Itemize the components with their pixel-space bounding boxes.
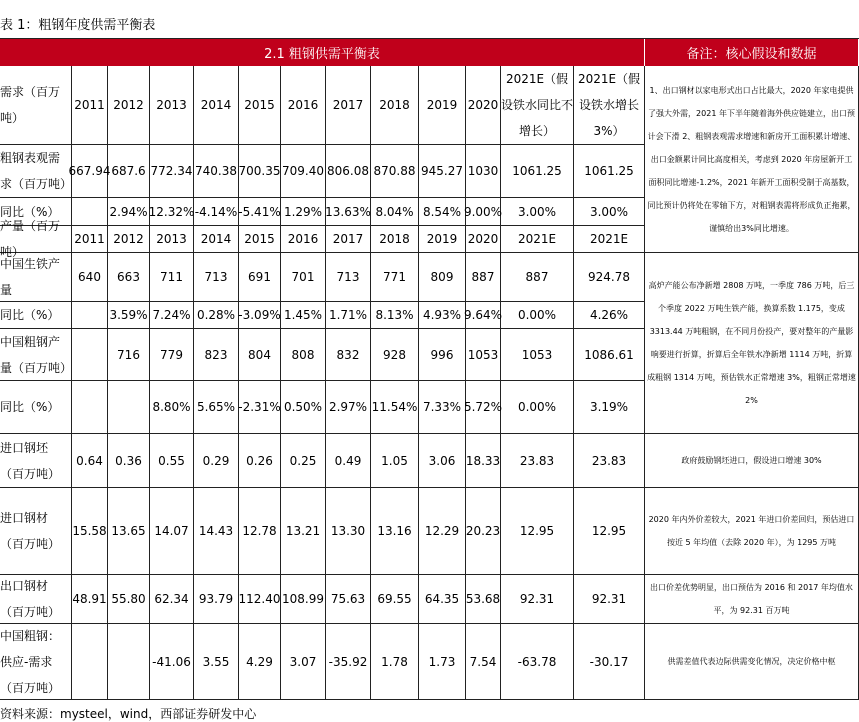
- row-label: 进口钢材（百万吨）: [0, 488, 72, 575]
- notes-header: 备注：核心假设和数据: [645, 39, 859, 66]
- table-cell: 0.00%: [501, 381, 574, 434]
- table-cell: 0.29: [194, 434, 239, 488]
- table-cell: 12.95: [501, 488, 574, 575]
- table-cell: 4.29: [239, 624, 281, 700]
- table-cell: 2.94%: [108, 198, 150, 226]
- table-cell: 5.72%: [466, 381, 501, 434]
- table-cell: 691: [239, 253, 281, 302]
- table-cell: 0.26: [239, 434, 281, 488]
- table-cell: 12.78: [239, 488, 281, 575]
- table-cell: 1.71%: [326, 302, 371, 329]
- table-cell: 716: [108, 329, 150, 381]
- table-cell: 667.94: [72, 145, 108, 198]
- note-cell: 2020 年内外价差较大，2021 年进口价差回归，预估进口按近 5 年均值（去除 2020 年），为 1295 万吨: [645, 488, 859, 575]
- table-cell: 771: [371, 253, 419, 302]
- table-cell: 2011: [72, 226, 108, 253]
- table-cell: -30.17: [574, 624, 645, 700]
- table-cell: 7.54: [466, 624, 501, 700]
- note-cell: 出口价差优势明显，出口预估为 2016 和 2017 年均值水平，为 92.31 百万吨: [645, 575, 859, 624]
- table-cell: 1086.61: [574, 329, 645, 381]
- source-footer: 资料来源：mysteel，wind，西部证券研发中心: [0, 707, 257, 721]
- table-cell: 62.34: [150, 575, 194, 624]
- table-cell: 870.88: [371, 145, 419, 198]
- table-cell: 13.30: [326, 488, 371, 575]
- table-cell: 13.21: [281, 488, 326, 575]
- table-cell: 2018: [371, 226, 419, 253]
- table-cell: 1053: [501, 329, 574, 381]
- row-label: 粗钢表观需求（百万吨）: [0, 145, 72, 198]
- table-cell: 8.80%: [150, 381, 194, 434]
- row-label: 同比（%）: [0, 302, 72, 329]
- table-cell: 2015: [239, 66, 281, 145]
- table-cell: -35.92: [326, 624, 371, 700]
- table-cell: 640: [72, 253, 108, 302]
- table-cell: 2016: [281, 226, 326, 253]
- table-cell: 2020: [466, 226, 501, 253]
- table-cell: 2017: [326, 226, 371, 253]
- table-cell: 2014: [194, 66, 239, 145]
- table-cell: 8.13%: [371, 302, 419, 329]
- table-cell: 2021E: [501, 226, 574, 253]
- table-cell: [72, 329, 108, 381]
- table-cell: 13.63%: [326, 198, 371, 226]
- table-cell: 806.08: [326, 145, 371, 198]
- table-cell: 2017: [326, 66, 371, 145]
- table-cell: 2016: [281, 66, 326, 145]
- table-cell: 0.36: [108, 434, 150, 488]
- table-cell: 2012: [108, 66, 150, 145]
- table-cell: 2018: [371, 66, 419, 145]
- note-cell: 政府鼓励钢坯进口，假设进口增速 30%: [645, 434, 859, 488]
- table-cell: 713: [326, 253, 371, 302]
- table-cell: 12.32%: [150, 198, 194, 226]
- table-cell: 12.29: [419, 488, 466, 575]
- table-cell: 808: [281, 329, 326, 381]
- table-cell: 1053: [466, 329, 501, 381]
- table-cell: 1030: [466, 145, 501, 198]
- table-cell: 663: [108, 253, 150, 302]
- table-cell: 2013: [150, 66, 194, 145]
- table-cell: 711: [150, 253, 194, 302]
- table-cell: 14.07: [150, 488, 194, 575]
- table-cell: -63.78: [501, 624, 574, 700]
- table-cell: [72, 302, 108, 329]
- table-cell: 13.16: [371, 488, 419, 575]
- table-cell: 809: [419, 253, 466, 302]
- table-cell: 687.6: [108, 145, 150, 198]
- row-label: 中国粗钢产量（百万吨）: [0, 329, 72, 381]
- table-cell: 7.24%: [150, 302, 194, 329]
- table-cell: 2012: [108, 226, 150, 253]
- table-cell: 0.50%: [281, 381, 326, 434]
- table-cell: 0.28%: [194, 302, 239, 329]
- table-cell: -3.09%: [239, 302, 281, 329]
- table-cell: 2021E: [574, 226, 645, 253]
- table-cell: 2013: [150, 226, 194, 253]
- table-cell: 108.99: [281, 575, 326, 624]
- table-cell: 1.45%: [281, 302, 326, 329]
- table-cell: 3.59%: [108, 302, 150, 329]
- table-cell: 5.65%: [194, 381, 239, 434]
- table-cell: 713: [194, 253, 239, 302]
- table-cell: 11.54%: [371, 381, 419, 434]
- table-cell: 945.27: [419, 145, 466, 198]
- table-cell: 1.78: [371, 624, 419, 700]
- table-cell: 709.40: [281, 145, 326, 198]
- table-cell: 2011: [72, 66, 108, 145]
- table-cell: 15.58: [72, 488, 108, 575]
- table-banner: 2.1 粗钢供需平衡表: [0, 39, 645, 66]
- table-cell: 3.00%: [501, 198, 574, 226]
- table-cell: 3.19%: [574, 381, 645, 434]
- table-cell: [72, 381, 108, 434]
- table-cell: -5.41%: [239, 198, 281, 226]
- table-cell: 887: [466, 253, 501, 302]
- note-cell: 1、出口钢材以家电形式出口占比最大，2020 年家电提供了强大外需，2021 年下半年随着海外供应链建立，出口预计会下滑 2、粗钢表观需求增速和新房开工面积累计增速、出口金额累计同比高度相关，考虑到 2020 年房屋新开工面积同比增速-1.2%，2021 年新开工面积受制于高基数，同比预计仍将处在零轴下方，对粗钢表需将形成负正拖累，谨慎给出3%同比增速。: [645, 66, 859, 253]
- table-cell: 23.83: [501, 434, 574, 488]
- table-cell: 2021E（假设铁水增长 3%）: [574, 66, 645, 145]
- table-cell: 0.00%: [501, 302, 574, 329]
- table-cell: 9.00%: [466, 198, 501, 226]
- table-cell: 23.83: [574, 434, 645, 488]
- table-cell: 2015: [239, 226, 281, 253]
- row-label: 需求（百万吨）: [0, 66, 72, 145]
- table-cell: 1.05: [371, 434, 419, 488]
- table-cell: 1.73: [419, 624, 466, 700]
- table-cell: -2.31%: [239, 381, 281, 434]
- table-cell: 924.78: [574, 253, 645, 302]
- row-label: 同比（%）: [0, 198, 72, 226]
- table-cell: 700.35: [239, 145, 281, 198]
- table-cell: 779: [150, 329, 194, 381]
- table-caption: 表 1：粗钢年度供需平衡表: [0, 18, 156, 33]
- table-cell: 823: [194, 329, 239, 381]
- table-cell: 1061.25: [574, 145, 645, 198]
- table-cell: [72, 198, 108, 226]
- table-cell: 69.55: [371, 575, 419, 624]
- table-cell: 0.55: [150, 434, 194, 488]
- table-cell: 772.34: [150, 145, 194, 198]
- row-label: 中国生铁产量: [0, 253, 72, 302]
- table-cell: 2.97%: [326, 381, 371, 434]
- table-cell: 64.35: [419, 575, 466, 624]
- table-cell: [108, 381, 150, 434]
- table-cell: -4.14%: [194, 198, 239, 226]
- table-cell: 0.64: [72, 434, 108, 488]
- table-cell: -41.06: [150, 624, 194, 700]
- table-cell: 928: [371, 329, 419, 381]
- table-cell: 887: [501, 253, 574, 302]
- row-label: 出口钢材（百万吨）: [0, 575, 72, 624]
- table-cell: 8.54%: [419, 198, 466, 226]
- table-cell: 740.38: [194, 145, 239, 198]
- table-cell: 20.23: [466, 488, 501, 575]
- table-cell: 3.00%: [574, 198, 645, 226]
- table-cell: 75.63: [326, 575, 371, 624]
- note-cell: 供需差值代表边际供需变化情况，决定价格中枢: [645, 624, 859, 700]
- table-cell: 7.33%: [419, 381, 466, 434]
- table-cell: 4.26%: [574, 302, 645, 329]
- table-cell: 112.40: [239, 575, 281, 624]
- table-cell: 804: [239, 329, 281, 381]
- table-cell: 48.91: [72, 575, 108, 624]
- table-cell: 1061.25: [501, 145, 574, 198]
- row-label: 产量（百万吨）: [0, 226, 72, 253]
- table-cell: 3.55: [194, 624, 239, 700]
- table-cell: 2019: [419, 66, 466, 145]
- table-cell: 53.68: [466, 575, 501, 624]
- table-cell: 8.04%: [371, 198, 419, 226]
- table-cell: 701: [281, 253, 326, 302]
- table-cell: 832: [326, 329, 371, 381]
- table-cell: 2014: [194, 226, 239, 253]
- table-cell: 996: [419, 329, 466, 381]
- note-cell: 高炉产能公布净新增 2808 万吨，一季度 786 万吨，后三个季度 2022 万吨生铁产能，换算系数 1.175，变成 3313.44 万吨粗钢，在不同月份投产，要对整年的产量影响要进行折算，折算后全年铁水净新增 1114 万吨，折算成粗钢 1314 万吨，预估铁水正常增速 3%，粗钢正常增速 2%: [645, 253, 859, 434]
- table-cell: 93.79: [194, 575, 239, 624]
- table-cell: 92.31: [501, 575, 574, 624]
- table-cell: 1.29%: [281, 198, 326, 226]
- row-label: 进口钢坯（百万吨）: [0, 434, 72, 488]
- table-cell: 4.93%: [419, 302, 466, 329]
- table-cell: 18.33: [466, 434, 501, 488]
- table-cell: 0.49: [326, 434, 371, 488]
- table-cell: 2021E（假设铁水同比不增长）: [501, 66, 574, 145]
- table-cell: 9.64%: [466, 302, 501, 329]
- table-cell: 13.65: [108, 488, 150, 575]
- row-label: 同比（%）: [0, 381, 72, 434]
- table-cell: 3.06: [419, 434, 466, 488]
- table-cell: 3.07: [281, 624, 326, 700]
- table-cell: 2019: [419, 226, 466, 253]
- table-cell: [72, 624, 108, 700]
- table-cell: 55.80: [108, 575, 150, 624]
- row-label: 中国粗钢：供应-需求（百万吨）: [0, 624, 72, 700]
- table-cell: 0.25: [281, 434, 326, 488]
- table-cell: 14.43: [194, 488, 239, 575]
- table-cell: [108, 624, 150, 700]
- table-cell: 92.31: [574, 575, 645, 624]
- table-cell: 12.95: [574, 488, 645, 575]
- table-cell: 2020: [466, 66, 501, 145]
